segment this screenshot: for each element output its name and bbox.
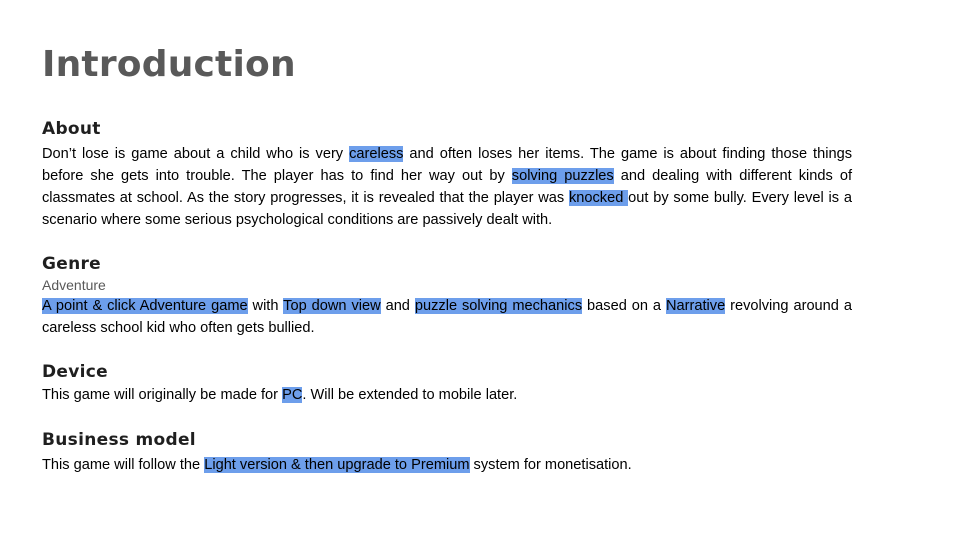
highlight-top-down-view: Top down view — [283, 298, 381, 314]
about-heading: About — [42, 119, 101, 139]
highlight-narrative: Narrative — [665, 298, 726, 314]
about-text-3: and dealing with different kinds of classmates at school. As the story progresses, it is revealed that the player was — [42, 168, 853, 206]
about-paragraph — [42, 143, 852, 231]
business-text-1: This game will follow the — [42, 457, 205, 473]
genre-text-2: and — [380, 298, 415, 314]
highlight-solving-puzzles: solving puzzles — [511, 168, 614, 184]
genre-text-3: based on a — [582, 298, 666, 314]
genre-heading: Genre — [42, 254, 101, 274]
business-heading: Business model — [42, 430, 196, 450]
highlight-point-click: A point & click Adventure game — [42, 298, 248, 314]
slide-title: Introduction — [42, 44, 296, 85]
about-text-1: Don’t lose is game about a child who is very — [42, 146, 350, 162]
business-text-2: system for monetisation. — [469, 457, 632, 473]
genre-subheading: Adventure — [42, 277, 106, 293]
genre-text-4: revolving around a careless school kid who often gets bullied. — [42, 298, 852, 336]
about-text-4: out by some bully. Every level is a scenario where some serious psychological conditions are passively dealt with. — [42, 190, 852, 228]
highlight-knocked: knocked — [568, 190, 629, 206]
device-paragraph — [42, 384, 852, 406]
business-paragraph — [42, 454, 852, 476]
highlight-light-premium: Light version & then upgrade to Premium — [204, 457, 470, 473]
highlight-pc: PC — [282, 387, 303, 403]
highlight-careless: careless — [349, 146, 404, 162]
device-text-1: This game will originally be made for — [42, 387, 283, 403]
device-text-2: . Will be extended to mobile later. — [302, 387, 518, 403]
genre-paragraph — [42, 295, 852, 339]
genre-text-1: with — [247, 298, 284, 314]
about-text-2: and often loses her items. The game is about finding those things before she gets into trouble. The player has to find her way out by — [42, 146, 852, 184]
highlight-puzzle-mechanics: puzzle solving mechanics — [414, 298, 583, 314]
device-heading: Device — [42, 362, 108, 382]
